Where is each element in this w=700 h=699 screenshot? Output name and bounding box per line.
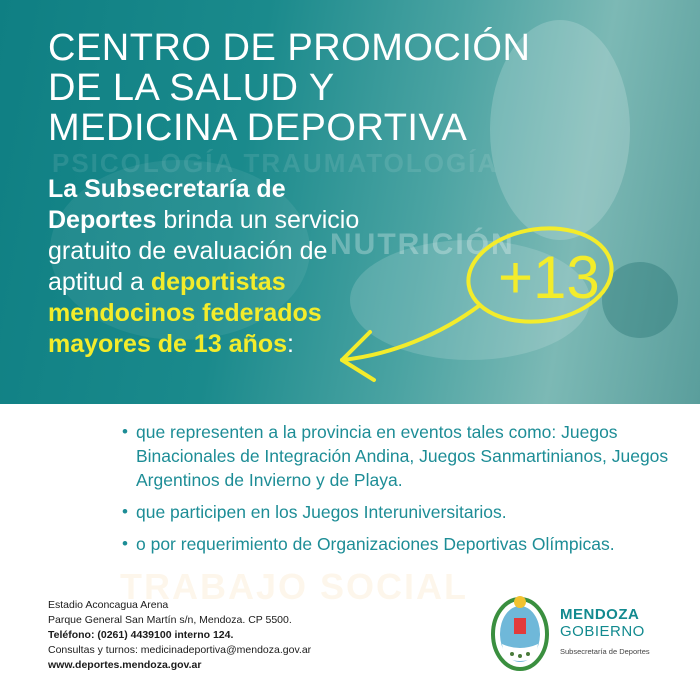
mendoza-shield-icon bbox=[490, 592, 550, 672]
phone: Teléfono: (0261) 4439100 interno 124. bbox=[48, 629, 234, 641]
title-line: DE LA SALUD Y bbox=[48, 67, 335, 109]
sketch-label: +13 bbox=[498, 244, 600, 311]
intro-text bbox=[48, 174, 378, 360]
list-item-text: o por requerimiento de Organizaciones Deportivas Olímpicas. bbox=[136, 534, 615, 554]
intro-org: La Subsecretaría de Deportes bbox=[48, 175, 286, 234]
title-line: CENTRO DE PROMOCIÓN bbox=[48, 27, 531, 69]
intro-highlight: deportistas mendocinos federados mayores de 13 años bbox=[48, 268, 322, 358]
brand-dept: Subsecretaría de Deportes bbox=[560, 647, 650, 656]
bullet-icon: • bbox=[122, 422, 128, 441]
brand-block bbox=[560, 606, 650, 658]
intro-body: brinda un servicio gratuito de evaluación de aptitud a bbox=[48, 206, 360, 296]
address: Parque General San Martín s/n, Mendoza. CP 5500. bbox=[48, 614, 292, 626]
email-link[interactable]: Consultas y turnos: medicinadeportiva@mendoza.gov.ar bbox=[48, 644, 312, 656]
website-link[interactable]: www.deportes.mendoza.gov.ar bbox=[48, 659, 202, 671]
age-sketch bbox=[330, 220, 630, 390]
brand-name: MENDOZA bbox=[560, 606, 640, 623]
list-item-text: que representen a la provincia en eventos tales como: Juegos Binacionales de Integración Andina, Juegos Sanmartinianos, Juegos Argentinos de Invierno y de Playa. bbox=[136, 422, 669, 490]
venue-name: Estadio Aconcagua Arena bbox=[48, 599, 169, 611]
watermark-specialties: PSICOLOGÍA TRAUMATOLOGÍA bbox=[52, 148, 499, 178]
watermark-nutrition: NUTRICIÓN bbox=[330, 228, 515, 261]
contact-info bbox=[48, 598, 311, 673]
eligibility-list bbox=[122, 420, 682, 564]
list-item bbox=[122, 500, 682, 524]
page-title bbox=[48, 28, 530, 148]
list-item bbox=[122, 532, 682, 556]
sketch-arrow-line bbox=[342, 305, 480, 360]
watermark-social-work: TRABAJO SOCIAL bbox=[120, 566, 469, 607]
bullet-icon: • bbox=[122, 534, 128, 553]
list-item-text: que participen en los Juegos Interuniversitarios. bbox=[136, 502, 507, 522]
intro-end: : bbox=[287, 330, 294, 358]
brand-sub: GOBIERNO bbox=[560, 623, 645, 640]
bullet-icon: • bbox=[122, 502, 128, 521]
title-line: MEDICINA DEPORTIVA bbox=[48, 107, 468, 149]
list-item bbox=[122, 420, 682, 492]
